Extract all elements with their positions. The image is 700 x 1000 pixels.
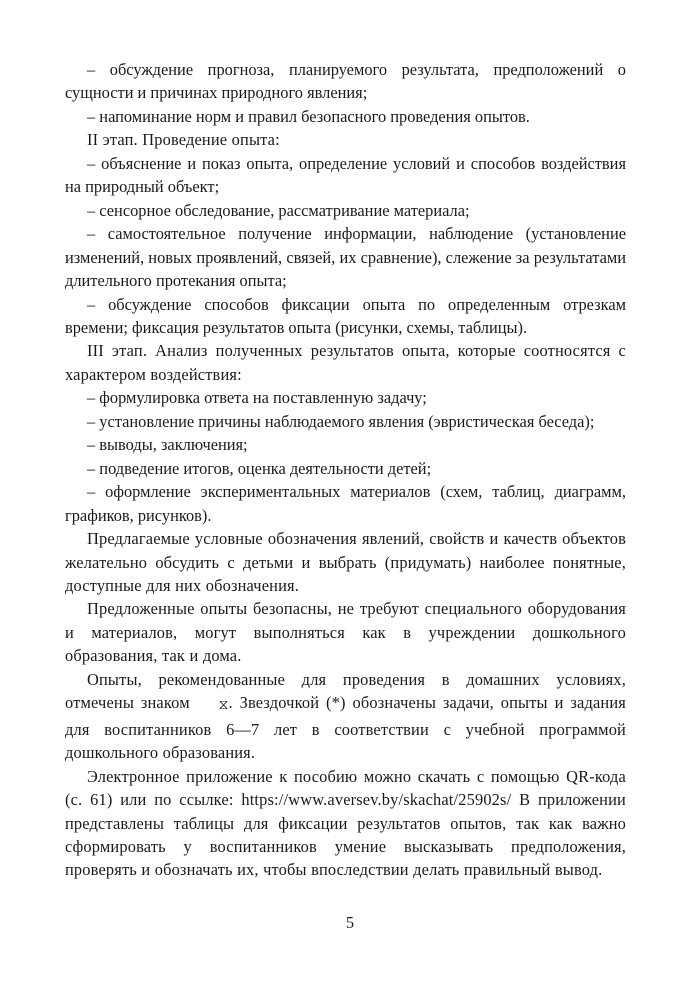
paragraph-safety-note: Предложенные опыты безопасны, не требуют специального оборудования и материалов, могут выполняться как в учреждении дошкольного образования, так и дома. <box>65 599 626 666</box>
list-item: – самостоятельное получение информации, наблюдение (установление изменений, новых проявлений, связей, их сравнение), слежение за результатами длительного протекания опыта; <box>65 224 626 291</box>
list-item: – обсуждение способов фиксации опыта по определенным отрезкам времени; фиксация результатов опыта (рисунки, схемы, таблицы). <box>65 294 626 337</box>
page-text-body <box>65 58 626 882</box>
home-experiments-text-after: . Звездочкой (*) обозначены задачи, опыты и задания для воспитанников 6—7 лет в соответствии с учебной программой дошкольного образования. <box>65 693 626 763</box>
page-number: 5 <box>345 913 355 932</box>
list-item: – выводы, заключения; <box>87 435 248 455</box>
list-item: – обсуждение прогноза, планируемого результата, предположений о сущности и причинах природного явления; <box>65 60 626 103</box>
list-item: – объяснение и показ опыта, определение условий и способов воздействия на природный объект; <box>65 153 626 197</box>
paragraph-symbols-agreement: Предлагаемые условные обозначения явлений, свойств и качеств объектов желательно обсудить с детьми и выбрать (придумать) наиболее понятные, доступные для них обозначения. <box>65 529 626 595</box>
list-item: – установление причины наблюдаемого явления (эвристическая беседа); <box>87 411 595 431</box>
appendix-text-before: Электронное приложение к пособию можно скачать с помощью QR-кода (с. 61) или по ссылке: <box>65 766 626 810</box>
paragraph-home-experiments <box>65 668 626 765</box>
list-item: – напоминание норм и правил безопасного проведения опытов. <box>87 106 530 126</box>
home-experiments-text-before: Опыты, рекомендованные для проведения в домашних условиях, отмечены знаком <box>65 669 626 713</box>
appendix-download-link[interactable]: https://www.aversev.by/skachat/25902s/ <box>241 790 512 810</box>
hourglass-icon: ⧖ <box>218 697 229 714</box>
list-item: – формулировка ответа на поставленную задачу; <box>87 388 427 408</box>
stage-heading-3: III этап. Анализ полученных результатов опыта, которые соотносятся с характером воздействия: <box>65 341 626 384</box>
stage-heading-2: II этап. Проведение опыта: <box>87 130 280 150</box>
appendix-text-after: В приложении представлены таблицы для фиксации результатов опытов, так как важно сформировать у воспитанников умение высказывать предположения, проверять и обозначать их, чтобы впоследствии делать правильный вывод. <box>65 790 626 880</box>
list-item: – сенсорное обследование, рассматривание материала; <box>87 200 470 220</box>
list-item: – оформление экспериментальных материалов (схем, таблиц, диаграмм, графиков, рисунков). <box>65 482 626 525</box>
paragraph-electronic-appendix <box>65 765 626 882</box>
list-item: – подведение итогов, оценка деятельности детей; <box>87 458 432 478</box>
